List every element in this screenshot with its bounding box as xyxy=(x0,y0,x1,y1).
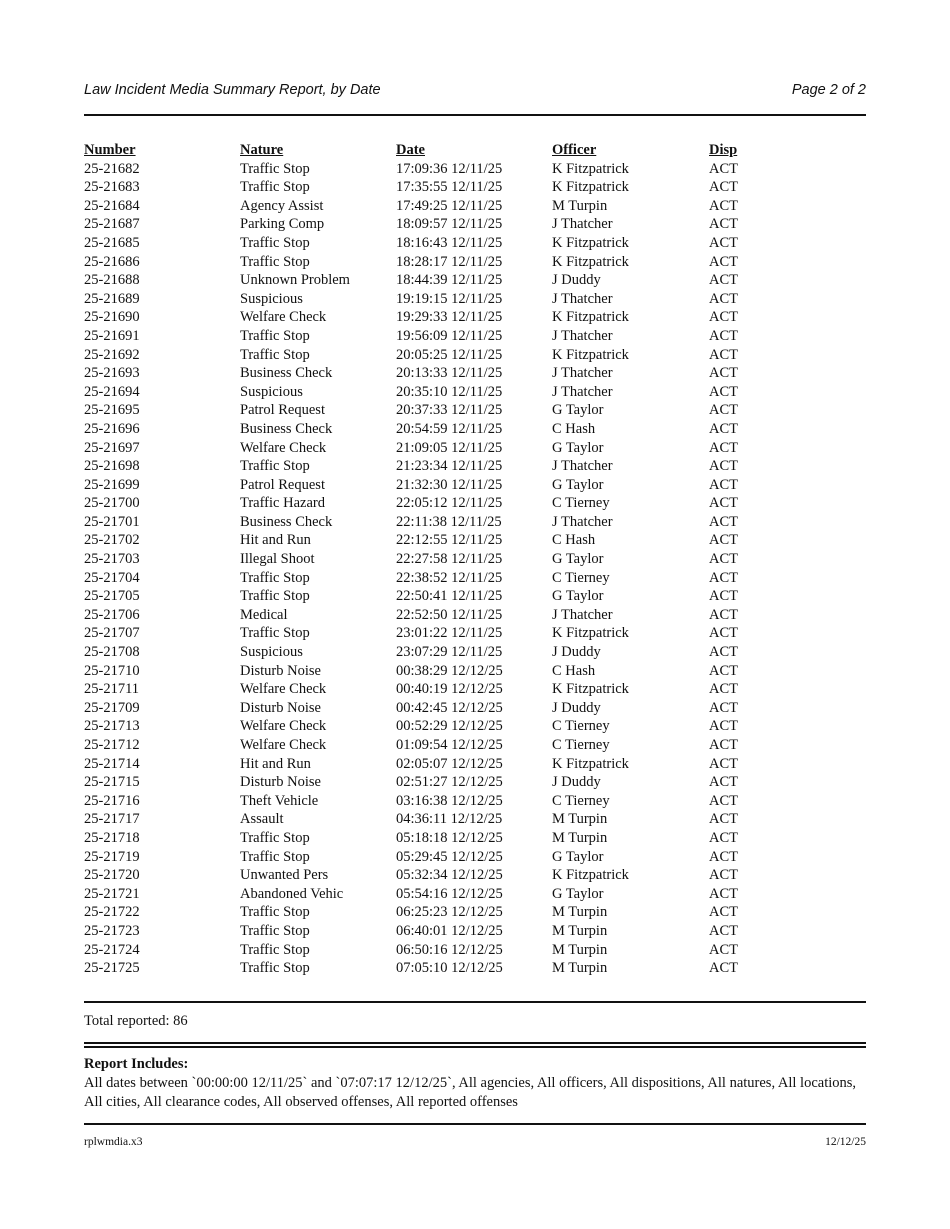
incident-officer: G Taylor xyxy=(552,588,604,605)
incident-nature: Suspicious xyxy=(240,383,303,400)
incident-disp: ACT xyxy=(709,867,738,884)
incident-officer: C Hash xyxy=(552,532,596,549)
incident-officer: K Fitzpatrick xyxy=(552,346,629,363)
incident-officer: M Turpin xyxy=(552,197,608,214)
incident-date: 01:09:54 12/12/25 xyxy=(396,737,503,753)
incident-officer: K Fitzpatrick xyxy=(552,681,629,698)
incident-nature: Unknown Problem xyxy=(240,272,350,289)
incident-nature: Welfare Check xyxy=(240,681,327,698)
incident-number: 25-21696 xyxy=(84,420,140,437)
incident-disp: ACT xyxy=(709,848,738,865)
incident-disp: ACT xyxy=(709,718,738,735)
incident-number: 25-21712 xyxy=(84,737,140,753)
incident-disp: ACT xyxy=(709,439,738,456)
incident-disp: ACT xyxy=(709,662,738,679)
incident-officer: C Tierney xyxy=(552,569,610,586)
incident-nature: Welfare Check xyxy=(240,309,327,326)
incident-nature: Abandoned Vehic xyxy=(240,885,344,902)
incident-officer: G Taylor xyxy=(552,551,604,568)
incident-date: 19:19:15 12/11/25 xyxy=(396,290,503,307)
incident-date: 23:07:29 12/11/25 xyxy=(396,644,503,661)
incident-nature: Traffic Stop xyxy=(240,253,310,270)
incident-nature: Traffic Stop xyxy=(240,234,310,251)
incident-disp: ACT xyxy=(709,811,738,828)
incident-date: 05:18:18 12/12/25 xyxy=(396,829,503,846)
incident-disp: ACT xyxy=(709,532,738,549)
incident-nature: Welfare Check xyxy=(240,439,327,456)
incident-number: 25-21693 xyxy=(84,365,140,382)
incident-nature: Agency Assist xyxy=(240,197,324,214)
incident-disp: ACT xyxy=(709,197,738,214)
incident-nature: Business Check xyxy=(240,513,333,530)
report-code: rplwmdia.x3 xyxy=(84,1136,143,1148)
incident-nature: Traffic Stop xyxy=(240,588,310,605)
incident-disp: ACT xyxy=(709,774,738,791)
incident-disp: ACT xyxy=(709,420,738,437)
incident-officer: J Thatcher xyxy=(552,290,613,307)
incident-disp: ACT xyxy=(709,755,738,772)
incident-disp: ACT xyxy=(709,960,738,977)
incident-number: 25-21720 xyxy=(84,867,140,884)
incident-number: 25-21713 xyxy=(84,718,140,735)
incident-number: 25-21683 xyxy=(84,179,140,196)
incident-number: 25-21682 xyxy=(84,160,140,177)
incident-officer: J Duddy xyxy=(552,699,601,716)
incident-nature: Traffic Stop xyxy=(240,625,310,642)
incident-nature: Patrol Request xyxy=(240,476,325,493)
incident-number: 25-21691 xyxy=(84,327,140,344)
incident-disp: ACT xyxy=(709,458,738,475)
incident-disp: ACT xyxy=(709,290,738,307)
incident-officer: J Duddy xyxy=(552,272,601,289)
incident-number: 25-21725 xyxy=(84,960,140,977)
incident-nature: Disturb Noise xyxy=(240,699,321,716)
incident-nature: Traffic Hazard xyxy=(240,495,325,512)
incident-number: 25-21701 xyxy=(84,513,140,530)
incident-officer: M Turpin xyxy=(552,960,608,977)
incident-number: 25-21707 xyxy=(84,625,140,642)
incident-number: 25-21698 xyxy=(84,458,140,475)
incident-officer: K Fitzpatrick xyxy=(552,234,629,251)
incident-number: 25-21702 xyxy=(84,532,140,549)
incident-date: 18:44:39 12/11/25 xyxy=(396,272,503,289)
incident-number: 25-21684 xyxy=(84,197,140,214)
incident-disp: ACT xyxy=(709,327,738,344)
incident-officer: C Tierney xyxy=(552,792,610,809)
incident-number: 25-21685 xyxy=(84,234,140,251)
page-header xyxy=(84,82,866,104)
incident-number: 25-21688 xyxy=(84,272,140,289)
incident-disp: ACT xyxy=(709,476,738,493)
incident-date: 22:11:38 12/11/25 xyxy=(396,513,502,530)
incident-nature: Hit and Run xyxy=(240,532,311,549)
incident-date: 06:25:23 12/12/25 xyxy=(396,904,503,921)
incident-nature: Suspicious xyxy=(240,644,303,661)
incident-date: 00:52:29 12/12/25 xyxy=(396,718,503,735)
total-divider xyxy=(84,1001,866,1003)
incident-date: 18:09:57 12/11/25 xyxy=(396,216,503,233)
incident-officer: J Thatcher xyxy=(552,513,613,530)
incident-officer: J Thatcher xyxy=(552,606,613,623)
incident-officer: M Turpin xyxy=(552,811,608,828)
incident-number: 25-21718 xyxy=(84,829,140,846)
incident-disp: ACT xyxy=(709,216,738,233)
incident-officer: G Taylor xyxy=(552,885,604,902)
incident-date: 06:40:01 12/12/25 xyxy=(396,922,503,939)
incident-nature: Unwanted Pers xyxy=(240,867,329,884)
incident-number: 25-21715 xyxy=(84,774,140,791)
incident-officer: J Thatcher xyxy=(552,327,613,344)
incident-disp: ACT xyxy=(709,606,738,623)
incident-number: 25-21704 xyxy=(84,569,140,586)
column-header-nature: Nature xyxy=(240,142,284,158)
incident-date: 21:23:34 12/11/25 xyxy=(396,458,503,475)
incident-disp: ACT xyxy=(709,644,738,661)
incident-date: 02:05:07 12/12/25 xyxy=(396,755,503,772)
incident-number: 25-21689 xyxy=(84,290,140,307)
incident-number: 25-21694 xyxy=(84,383,140,400)
incident-nature: Traffic Stop xyxy=(240,922,310,939)
incident-date: 07:05:10 12/12/25 xyxy=(396,960,503,977)
incident-date: 03:16:38 12/12/25 xyxy=(396,792,503,809)
incident-nature: Traffic Stop xyxy=(240,160,310,177)
incident-nature: Medical xyxy=(240,606,288,623)
column-header-disp: Disp xyxy=(709,142,738,158)
incident-number: 25-21697 xyxy=(84,439,140,456)
incident-officer: J Thatcher xyxy=(552,458,613,475)
incident-disp: ACT xyxy=(709,234,738,251)
incident-disp: ACT xyxy=(709,346,738,363)
incident-officer: K Fitzpatrick xyxy=(552,253,629,270)
incident-date: 19:29:33 12/11/25 xyxy=(396,309,503,326)
total-reported: Total reported: 86 xyxy=(84,1013,188,1029)
incident-disp: ACT xyxy=(709,681,738,698)
incident-number: 25-21710 xyxy=(84,662,140,679)
incident-date: 22:38:52 12/11/25 xyxy=(396,569,503,586)
incident-date: 22:27:58 12/11/25 xyxy=(396,551,503,568)
incident-officer: M Turpin xyxy=(552,941,608,958)
incident-nature: Business Check xyxy=(240,365,333,382)
incident-number: 25-21700 xyxy=(84,495,140,512)
incident-number: 25-21724 xyxy=(84,941,140,958)
incident-officer: K Fitzpatrick xyxy=(552,160,629,177)
incident-date: 00:38:29 12/12/25 xyxy=(396,662,503,679)
incident-date: 23:01:22 12/11/25 xyxy=(396,625,503,642)
incident-number: 25-21721 xyxy=(84,885,140,902)
incident-date: 17:09:36 12/11/25 xyxy=(396,160,503,177)
incident-officer: G Taylor xyxy=(552,848,604,865)
incident-disp: ACT xyxy=(709,551,738,568)
incident-nature: Assault xyxy=(240,811,284,828)
incident-date: 18:28:17 12/11/25 xyxy=(396,253,503,270)
incident-officer: C Tierney xyxy=(552,718,610,735)
incident-disp: ACT xyxy=(709,625,738,642)
report-includes-title: Report Includes: xyxy=(84,1056,189,1072)
incident-disp: ACT xyxy=(709,402,738,419)
incident-officer: J Thatcher xyxy=(552,365,613,382)
incident-disp: ACT xyxy=(709,792,738,809)
incident-number: 25-21722 xyxy=(84,904,140,921)
incident-nature: Business Check xyxy=(240,420,333,437)
incident-nature: Parking Comp xyxy=(240,216,325,233)
incident-disp: ACT xyxy=(709,160,738,177)
incident-officer: K Fitzpatrick xyxy=(552,179,629,196)
incident-officer: K Fitzpatrick xyxy=(552,309,629,326)
incident-disp: ACT xyxy=(709,941,738,958)
footer-date: 12/12/25 xyxy=(825,1136,866,1148)
incident-disp: ACT xyxy=(709,495,738,512)
incident-nature: Theft Vehicle xyxy=(240,792,319,809)
incident-date: 05:29:45 12/12/25 xyxy=(396,848,503,865)
incident-date: 00:42:45 12/12/25 xyxy=(396,699,503,716)
incident-disp: ACT xyxy=(709,272,738,289)
incident-disp: ACT xyxy=(709,383,738,400)
column-header-number: Number xyxy=(84,142,136,158)
incident-officer: J Thatcher xyxy=(552,383,613,400)
report-includes-text: All dates between `00:00:00 12/11/25` and `07:07:17 12/12/25`, All agencies, All officers, All dispositions, All natures, All locations, All cities, All clearance codes, All observed offenses, All reported offenses xyxy=(84,1075,857,1110)
incident-date: 02:51:27 12/12/25 xyxy=(396,774,503,791)
header-divider xyxy=(84,114,866,116)
incident-disp: ACT xyxy=(709,885,738,902)
incident-date: 20:54:59 12/11/25 xyxy=(396,420,503,437)
incident-number: 25-21687 xyxy=(84,216,140,233)
incident-date: 05:54:16 12/12/25 xyxy=(396,885,503,902)
incident-nature: Traffic Stop xyxy=(240,829,310,846)
incident-officer: M Turpin xyxy=(552,829,608,846)
incident-nature: Welfare Check xyxy=(240,718,327,735)
incident-number: 25-21709 xyxy=(84,699,140,716)
incident-officer: G Taylor xyxy=(552,402,604,419)
incident-date: 17:35:55 12/11/25 xyxy=(396,179,503,196)
incident-officer: C Tierney xyxy=(552,737,610,753)
incident-officer: K Fitzpatrick xyxy=(552,867,629,884)
incident-date: 21:32:30 12/11/25 xyxy=(396,476,503,493)
incident-number: 25-21719 xyxy=(84,848,140,865)
incident-number: 25-21716 xyxy=(84,792,140,809)
incident-nature: Traffic Stop xyxy=(240,941,310,958)
incident-number: 25-21692 xyxy=(84,346,140,363)
report-title: Law Incident Media Summary Report, by Date xyxy=(84,82,381,98)
incident-officer: C Hash xyxy=(552,420,596,437)
incident-officer: J Thatcher xyxy=(552,216,613,233)
incident-nature: Traffic Stop xyxy=(240,327,310,344)
incident-officer: C Hash xyxy=(552,662,596,679)
incident-date: 04:36:11 12/12/25 xyxy=(396,811,503,828)
incident-disp: ACT xyxy=(709,253,738,270)
incident-number: 25-21705 xyxy=(84,588,140,605)
incident-number: 25-21690 xyxy=(84,309,140,326)
incident-number: 25-21714 xyxy=(84,755,140,772)
incident-number: 25-21699 xyxy=(84,476,140,493)
incident-disp: ACT xyxy=(709,179,738,196)
double-divider-bottom xyxy=(84,1046,866,1048)
incident-number: 25-21717 xyxy=(84,811,140,828)
incident-nature: Welfare Check xyxy=(240,737,327,753)
incident-disp: ACT xyxy=(709,737,738,753)
incident-number: 25-21711 xyxy=(84,681,140,698)
incident-officer: M Turpin xyxy=(552,904,608,921)
footer-divider xyxy=(84,1123,866,1125)
incident-date: 22:52:50 12/11/25 xyxy=(396,606,503,623)
incident-disp: ACT xyxy=(709,904,738,921)
incident-nature: Disturb Noise xyxy=(240,774,321,791)
incident-officer: C Tierney xyxy=(552,495,610,512)
incident-date: 06:50:16 12/12/25 xyxy=(396,941,503,958)
incident-number: 25-21706 xyxy=(84,606,140,623)
incident-number: 25-21703 xyxy=(84,551,140,568)
page-number: Page 2 of 2 xyxy=(791,82,866,98)
incident-nature: Disturb Noise xyxy=(240,662,321,679)
incident-nature: Traffic Stop xyxy=(240,179,310,196)
incident-number: 25-21695 xyxy=(84,402,140,419)
incident-number: 25-21686 xyxy=(84,253,140,270)
incident-date: 00:40:19 12/12/25 xyxy=(396,681,503,698)
incident-number: 25-21708 xyxy=(84,644,140,661)
incident-officer: M Turpin xyxy=(552,922,608,939)
incident-disp: ACT xyxy=(709,309,738,326)
incident-nature: Suspicious xyxy=(240,290,303,307)
incident-disp: ACT xyxy=(709,829,738,846)
incident-date: 19:56:09 12/11/25 xyxy=(396,327,503,344)
incident-nature: Traffic Stop xyxy=(240,458,310,475)
incident-nature: Traffic Stop xyxy=(240,960,310,977)
incident-date: 05:32:34 12/12/25 xyxy=(396,867,503,884)
incident-date: 21:09:05 12/11/25 xyxy=(396,439,503,456)
incident-disp: ACT xyxy=(709,922,738,939)
incident-date: 22:05:12 12/11/25 xyxy=(396,495,503,512)
incident-disp: ACT xyxy=(709,699,738,716)
column-header-date: Date xyxy=(396,142,425,158)
incident-nature: Hit and Run xyxy=(240,755,311,772)
incident-officer: J Duddy xyxy=(552,774,601,791)
incident-date: 20:13:33 12/11/25 xyxy=(396,365,503,382)
incident-officer: K Fitzpatrick xyxy=(552,755,629,772)
incident-date: 18:16:43 12/11/25 xyxy=(396,234,503,251)
incident-disp: ACT xyxy=(709,588,738,605)
incident-date: 20:37:33 12/11/25 xyxy=(396,402,503,419)
incident-date: 22:50:41 12/11/25 xyxy=(396,588,503,605)
incident-nature: Illegal Shoot xyxy=(240,551,315,568)
double-divider-top xyxy=(84,1042,866,1044)
incident-nature: Traffic Stop xyxy=(240,848,310,865)
incident-date: 17:49:25 12/11/25 xyxy=(396,197,503,214)
incident-disp: ACT xyxy=(709,365,738,382)
incident-number: 25-21723 xyxy=(84,922,140,939)
column-header-officer: Officer xyxy=(552,142,597,158)
incident-nature: Traffic Stop xyxy=(240,569,310,586)
incident-nature: Traffic Stop xyxy=(240,346,310,363)
incident-date: 20:35:10 12/11/25 xyxy=(396,383,503,400)
incident-date: 20:05:25 12/11/25 xyxy=(396,346,503,363)
incident-officer: K Fitzpatrick xyxy=(552,625,629,642)
incident-disp: ACT xyxy=(709,569,738,586)
incident-disp: ACT xyxy=(709,513,738,530)
incident-nature: Patrol Request xyxy=(240,402,325,419)
incident-officer: G Taylor xyxy=(552,439,604,456)
incident-nature: Traffic Stop xyxy=(240,904,310,921)
incident-date: 22:12:55 12/11/25 xyxy=(396,532,503,549)
incident-officer: G Taylor xyxy=(552,476,604,493)
incident-officer: J Duddy xyxy=(552,644,601,661)
